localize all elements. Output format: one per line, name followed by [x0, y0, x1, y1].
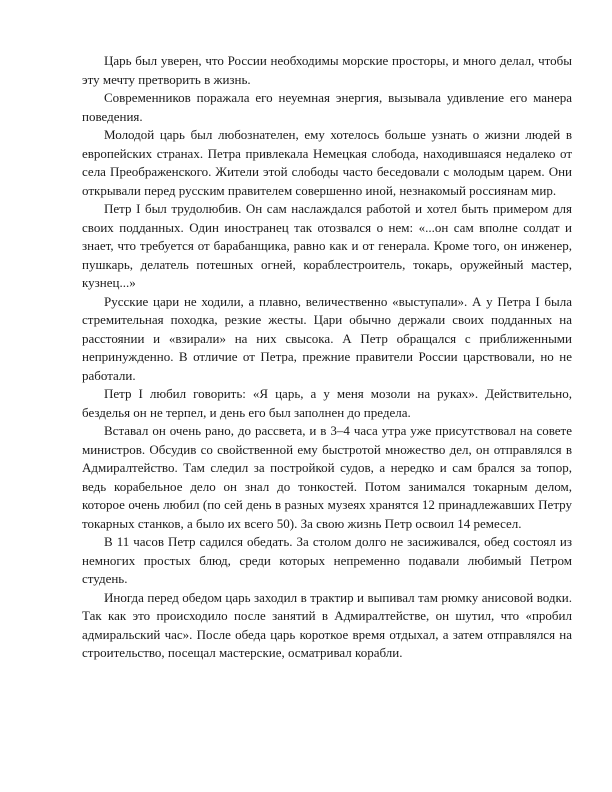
paragraph-4: Петр I был трудолюбив. Он сам наслаждался работой и хотел быть примером для своих подданных. Один иностранец так отозвался о нем: «...он сам вполне солдат и знает, что требуется от барабанщика, равно как и от генерала. Кроме того, он инженер, пушкарь, делатель потешных огней, кораблестроитель, токарь, оружейный мастер, кузнец...»	[82, 201, 572, 290]
paragraph-1: Царь был уверен, что России необходимы морские просторы, и много делал, чтобы эту мечту претворить в жизнь.	[82, 53, 572, 87]
document-body	[82, 52, 572, 663]
paragraph-6: Петр I любил говорить: «Я царь, а у меня мозоли на руках». Действительно, безделья он не терпел, и день его был заполнен до предела.	[82, 386, 572, 420]
paragraph-3: Молодой царь был любознателен, ему хотелось больше узнать о жизни людей в европейских странах. Петра привлекала Немецкая слобода, находившаяся недалеко от села Преображенского. Жители этой слободы часто беседовали с молодым царем. Они открывали перед русским правителем совершенно иной, незнакомый россиянам мир.	[82, 127, 572, 198]
paragraph-2: Современников поражала его неуемная энергия, вызывала удивление его манера поведения.	[82, 90, 572, 124]
paragraph-9: Иногда перед обедом царь заходил в трактир и выпивал там рюмку анисовой водки. Так как это происходило после занятий в Адмиралтействе, он шутил, что «пробил адмиральский час». После обеда царь короткое время отдыхал, а затем отправлялся на строительство, посещал мастерские, осматривал корабли.	[82, 589, 572, 660]
paragraph-7: Вставал он очень рано, до рассвета, и в 3–4 часа утра уже присутствовал на совете министров. Обсудив со свойственной ему быстротой множество дел, он отправлялся в Адмиралтейство. Там следил за постройкой судов, а нередко и сам брался за топор, ведь корабельное дело он знал до тонкостей. Потом занимался токарным делом, которое очень любил (по сей день в разных музеях хранятся 12 принадлежавших Петру токарных станков, а было их всего 50). За свою жизнь Петр освоил 14 ремесел.	[82, 423, 572, 531]
paragraph-5: Русские цари не ходили, а плавно, величественно «выступали». А у Петра I была стремительная походка, резкие жесты. Цари обычно держали своих подданных на расстоянии и «взирали» на них свысока. А Петр обращался с приближенными непринужденно. В отличие от Петра, прежние правители России царствовали, но не работали.	[82, 293, 572, 383]
paragraph-8: В 11 часов Петр садился обедать. За столом долго не засиживался, обед состоял из немногих простых блюд, среди которых непременно подавали любимый Петром студень.	[82, 534, 572, 586]
